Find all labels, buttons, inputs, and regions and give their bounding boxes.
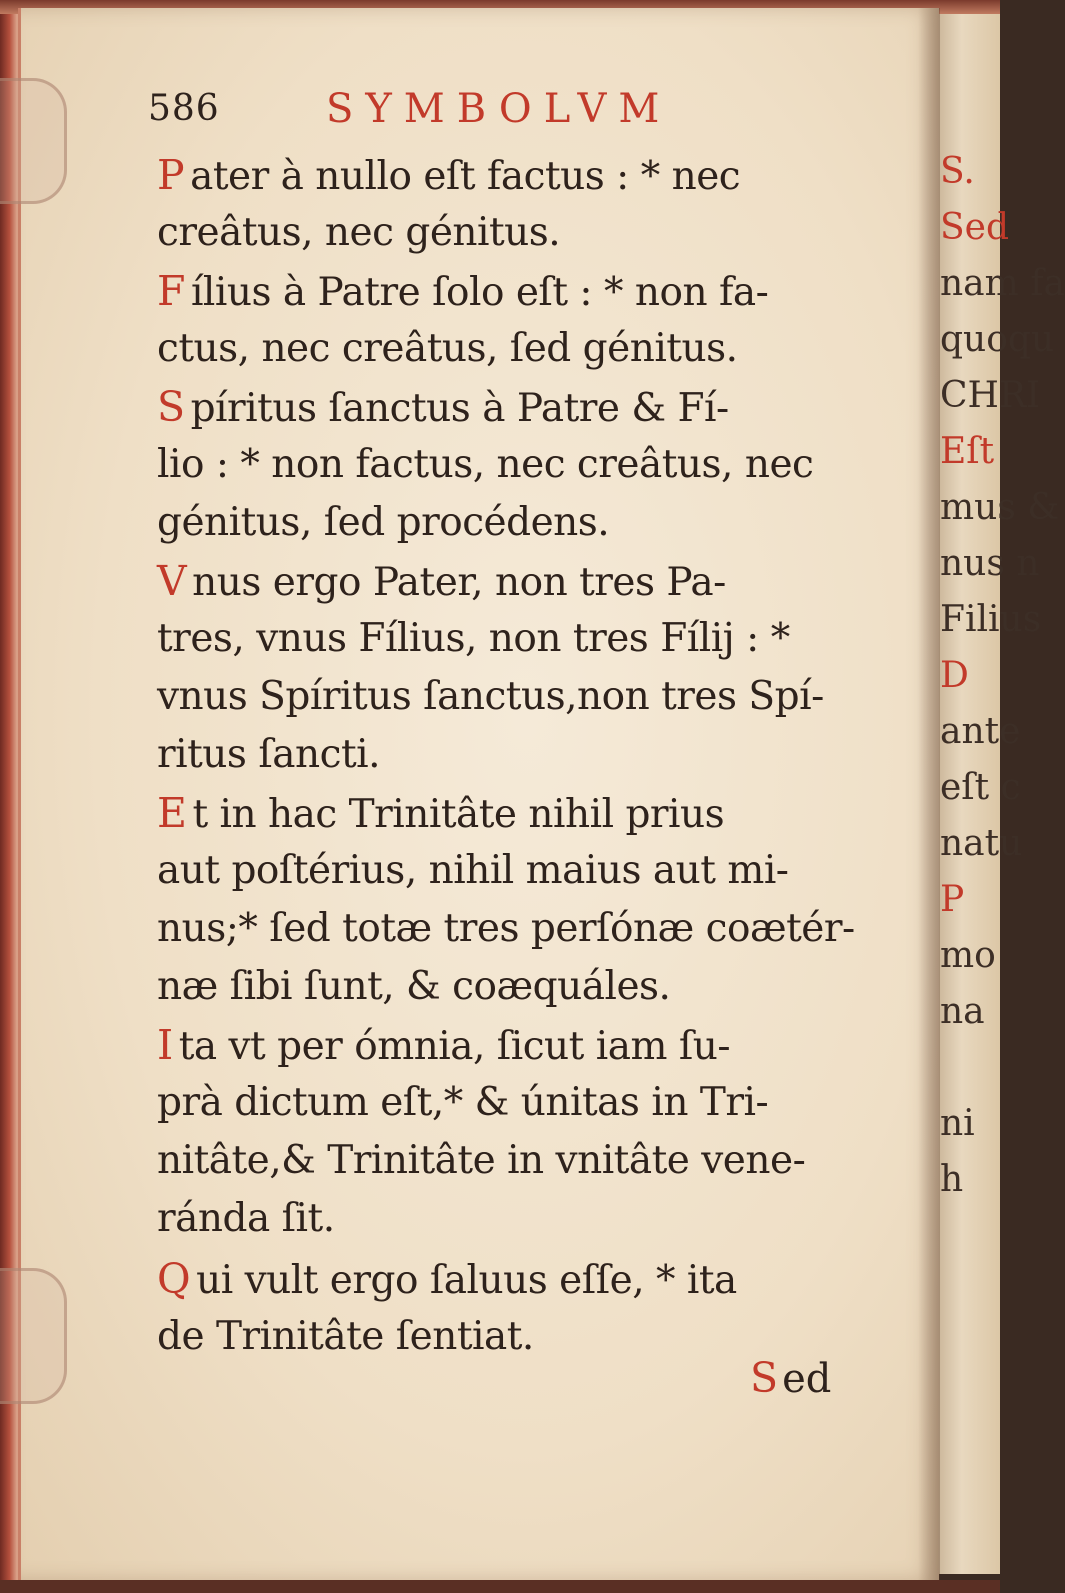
facing-page-text: ante bbox=[940, 711, 1021, 752]
rubricated-initial: V bbox=[157, 557, 187, 605]
text-line: prà dictum eſt,* & únitas in Tri- bbox=[157, 1080, 769, 1125]
rubricated-initial: F bbox=[157, 267, 185, 315]
gutter-shadow bbox=[918, 8, 940, 1580]
facing-page-text: eſt c bbox=[940, 767, 1021, 808]
text-line: næ ſibi ſunt, & coæquáles. bbox=[157, 964, 671, 1009]
line-text: píritus ſanctus à Patre & Fí- bbox=[190, 386, 729, 431]
text-line bbox=[157, 1250, 847, 1308]
facing-page-text: S. bbox=[940, 151, 975, 192]
text-line: ránda ſit. bbox=[157, 1196, 335, 1241]
facing-page-text: CHRI bbox=[940, 375, 1041, 416]
line-text: nus ergo Pater, non tres Pa- bbox=[192, 560, 726, 605]
line-text: ta vt per ómnia, ſicut iam ſu- bbox=[178, 1024, 731, 1069]
facing-page-text: Eſt bbox=[940, 431, 995, 472]
rubricated-initial: S bbox=[157, 383, 185, 431]
facing-page-text: natu bbox=[940, 823, 1023, 864]
facing-page-fragment bbox=[936, 14, 1065, 1574]
facing-page-text: Sed bbox=[940, 207, 1010, 248]
text-line: ritus ſancti. bbox=[157, 732, 381, 777]
text-line bbox=[157, 262, 847, 320]
verse-paragraph bbox=[157, 146, 847, 262]
rubricated-initial: P bbox=[157, 151, 185, 199]
verse-paragraph bbox=[157, 552, 847, 784]
rubricated-initial: E bbox=[157, 789, 187, 837]
facing-page-text: h bbox=[940, 1159, 964, 1200]
text-line bbox=[157, 784, 847, 842]
facing-page-text: quoqu bbox=[940, 319, 1055, 360]
verse-paragraph bbox=[157, 1016, 847, 1248]
line-text: t in hac Trinitâte nihil prius bbox=[192, 792, 725, 837]
page-bottom-edge bbox=[0, 1580, 1000, 1593]
facing-page-text: mus & bbox=[940, 487, 1060, 528]
facing-page-text: P bbox=[940, 879, 965, 920]
text-line: vnus Spíritus ſanctus,non tres Spí- bbox=[157, 674, 824, 719]
text-line: ctus, nec creâtus, ſed génitus. bbox=[157, 326, 738, 371]
running-head bbox=[148, 86, 768, 138]
facing-page-text: na bbox=[940, 991, 985, 1032]
running-head-title: SYMBOLVM bbox=[326, 86, 672, 132]
page-number: 586 bbox=[148, 88, 220, 129]
verse-paragraph bbox=[157, 1250, 847, 1366]
catchword-initial: S bbox=[750, 1354, 779, 1402]
facing-page-text: nus n bbox=[940, 543, 1040, 584]
verse-paragraph bbox=[157, 262, 847, 378]
text-line: nus;* ſed totæ tres perſónæ coætér- bbox=[157, 906, 855, 951]
facing-page-text: nam fa bbox=[940, 263, 1065, 304]
facing-page-text: Filius bbox=[940, 599, 1042, 640]
text-line bbox=[157, 552, 847, 610]
line-text: ater à nullo eſt factus : * nec bbox=[190, 154, 741, 199]
page-clip-top bbox=[0, 78, 67, 204]
verse-paragraph bbox=[157, 784, 855, 1016]
text-line: génitus, ſed procédens. bbox=[157, 500, 610, 545]
text-line bbox=[157, 378, 847, 436]
text-line bbox=[157, 146, 847, 204]
facing-page-text: D bbox=[940, 655, 969, 696]
line-text: ui vult ergo ſaluus eſſe, * ita bbox=[196, 1258, 737, 1303]
page-clip-bottom bbox=[0, 1268, 67, 1404]
text-line: lio : * non factus, nec creâtus, nec bbox=[157, 442, 814, 487]
line-text: ílius à Patre ſolo eſt : * non fa- bbox=[190, 270, 769, 315]
facing-page-text: ni bbox=[940, 1103, 975, 1144]
rubricated-initial: Q bbox=[157, 1255, 191, 1303]
text-line: tres, vnus Fílius, non tres Fílij : * bbox=[157, 616, 790, 661]
text-line: de Trinitâte ſentiat. bbox=[157, 1314, 534, 1359]
text-line: nitâte,& Trinitâte in vnitâte vene- bbox=[157, 1138, 806, 1183]
rubricated-initial: I bbox=[157, 1021, 173, 1069]
text-line: aut poſtérius, nihil maius aut mi- bbox=[157, 848, 789, 893]
catchword bbox=[750, 1354, 831, 1402]
facing-page-text: mo bbox=[940, 935, 996, 976]
verse-paragraph bbox=[157, 378, 847, 552]
catchword-rest: ed bbox=[782, 1356, 832, 1402]
text-line: creâtus, nec génitus. bbox=[157, 210, 561, 255]
facing-page-text bbox=[936, 1040, 1000, 1096]
text-line bbox=[157, 1016, 847, 1074]
